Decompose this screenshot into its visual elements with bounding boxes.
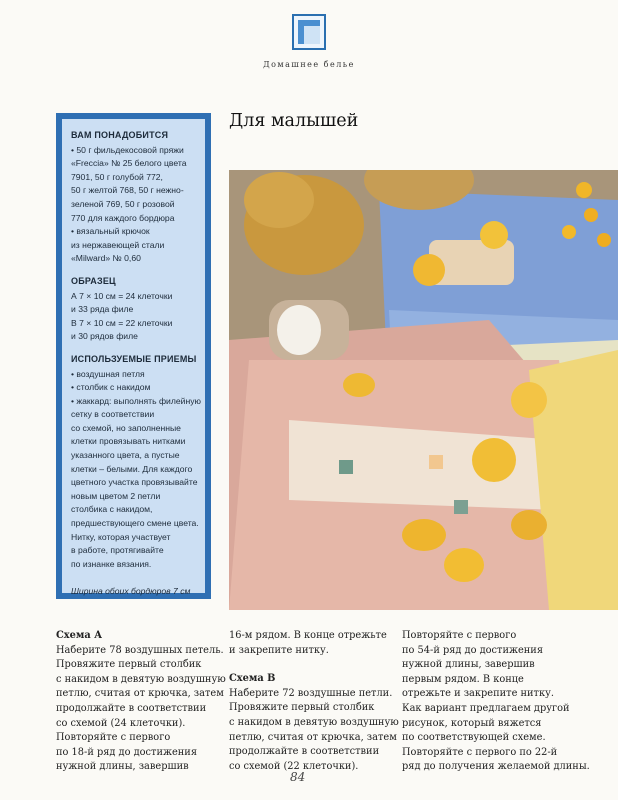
body-text-line: Повторяйте с первого (56, 732, 171, 744)
sidebar-line: Нитку, которая участвует (71, 531, 171, 542)
column-scheme-a (56, 629, 226, 775)
sidebar-line: из нержавеющей стали (71, 239, 165, 250)
body-text-line: Повторяйте с первого по 22-й (402, 746, 558, 758)
body-text-line: по 54-й ряд до достижения (402, 644, 544, 656)
sidebar-line: в работе, протягивайте (71, 545, 164, 556)
sidebar-line: со схемой, но заполненные (71, 422, 181, 433)
body-text-line: отрежьте и закрепите нитку. (402, 688, 554, 700)
sidebar-line: • воздушная петля (71, 368, 145, 379)
materials-sidebar (56, 113, 211, 599)
section-title: Домашнее белье (263, 60, 355, 69)
body-text-line: по соответствующей схеме. (402, 732, 546, 744)
body-text-line: Провяжите первый столбик (229, 702, 375, 714)
column-scheme-b (229, 629, 397, 774)
body-text-line: Как вариант предлагаем другой (402, 702, 570, 714)
body-text-line: первым рядом. В конце (402, 673, 524, 685)
scheme-a-title: Схема А (56, 630, 103, 641)
sidebar-line: В 7 × 10 см = 22 клеточки (71, 317, 173, 328)
sidebar-line: • столбик с накидом (71, 382, 151, 393)
sidebar-line: 50 г желтой 768, 50 г нежно- (71, 185, 184, 196)
sidebar-line: и 30 рядов филе (71, 331, 138, 342)
page-number: 84 (290, 770, 306, 784)
scheme-b-title: Схема В (229, 673, 276, 685)
publisher-logo (292, 14, 326, 50)
body-text-line: продолжайте в соответствии (229, 746, 380, 758)
sidebar-line: столбика с накидом, (71, 504, 153, 515)
sidebar-line: указанного цвета, а пустые (71, 450, 180, 461)
sidebar-line: по изнанке вязания. (71, 558, 152, 569)
body-text-line: петлю, считая от крючка, затем (56, 688, 224, 700)
sidebar-section-title: ВАМ ПОНАДОБИТСЯ (71, 130, 169, 140)
sidebar-line: предшествующего смене цвета. (71, 518, 199, 529)
body-text-line: по 18-й ряд до достижения (56, 746, 198, 758)
body-text-line: и закрепите нитку. (229, 644, 329, 656)
body-text-line: продолжайте в соответствии (56, 702, 207, 714)
column-continued (402, 629, 602, 775)
body-text-line: Наберите 72 воздушные петли. (229, 687, 393, 699)
sidebar-line: клетки провязывать нитками (71, 436, 186, 447)
sidebar-line: А 7 × 10 см = 24 клеточки (71, 290, 173, 301)
sidebar-line: цветного участка провязывайте (71, 477, 198, 488)
sidebar-line: • 50 г фильдекосовой пряжи (71, 144, 184, 155)
sidebar-section-title: ОБРАЗЕЦ (71, 275, 116, 286)
sidebar-content (62, 119, 205, 597)
body-text-line: с накидом в девятую воздушную (229, 716, 399, 728)
body-text-line: рисунок, который вяжется (402, 717, 542, 729)
sidebar-line: зеленой 769, 50 г розовой (71, 198, 175, 209)
body-text-line: нужной длины, завершив (402, 659, 535, 671)
sidebar-line: «Freccia» № 25 белого цвета (71, 158, 187, 169)
body-text-line: с накидом в девятую воздушную (56, 673, 226, 685)
body-text-line: Наберите 78 воздушных петель. (56, 644, 224, 656)
sidebar-line: • жаккард: выполнять филейную (71, 395, 201, 406)
body-text-line: нужной длины, завершив (56, 761, 189, 773)
body-text-line: Повторяйте с первого (402, 630, 517, 641)
body-text-line: Провяжите первый столбик (56, 659, 202, 671)
sidebar-line: «Milward» № 0,60 (71, 253, 141, 264)
sidebar-line: и 33 ряда филе (71, 304, 134, 315)
towels-photo (229, 170, 618, 610)
body-text-line: 16-м рядом. В конце отрежьте (229, 630, 387, 641)
sidebar-line: 770 для каждого бордюра (71, 212, 175, 223)
body-text-line: ряд до получения желаемой длины. (402, 761, 590, 773)
body-text-line: со схемой (24 клеточки). (56, 717, 186, 729)
body-text-line: петлю, считая от крючка, затем (229, 731, 397, 743)
body-text-line: со схемой (22 клеточки). (229, 760, 359, 772)
photo-illustration (229, 170, 618, 610)
sidebar-line: 7901, 50 г голубой 772, (71, 171, 163, 182)
sidebar-line: клетки – белыми. Для каждого (71, 463, 193, 474)
sidebar-section-title: ИСПОЛЬЗУЕМЫЕ ПРИЕМЫ (71, 353, 197, 364)
sidebar-line: сетку в соответствии (71, 409, 155, 420)
page-heading: Для малышей (229, 111, 359, 131)
sidebar-footnote: Ширина обоих бордюров 7 см (71, 586, 191, 597)
sidebar-line: • вязальный крючок (71, 226, 150, 237)
sidebar-line: новым цветом 2 петли (71, 490, 161, 501)
